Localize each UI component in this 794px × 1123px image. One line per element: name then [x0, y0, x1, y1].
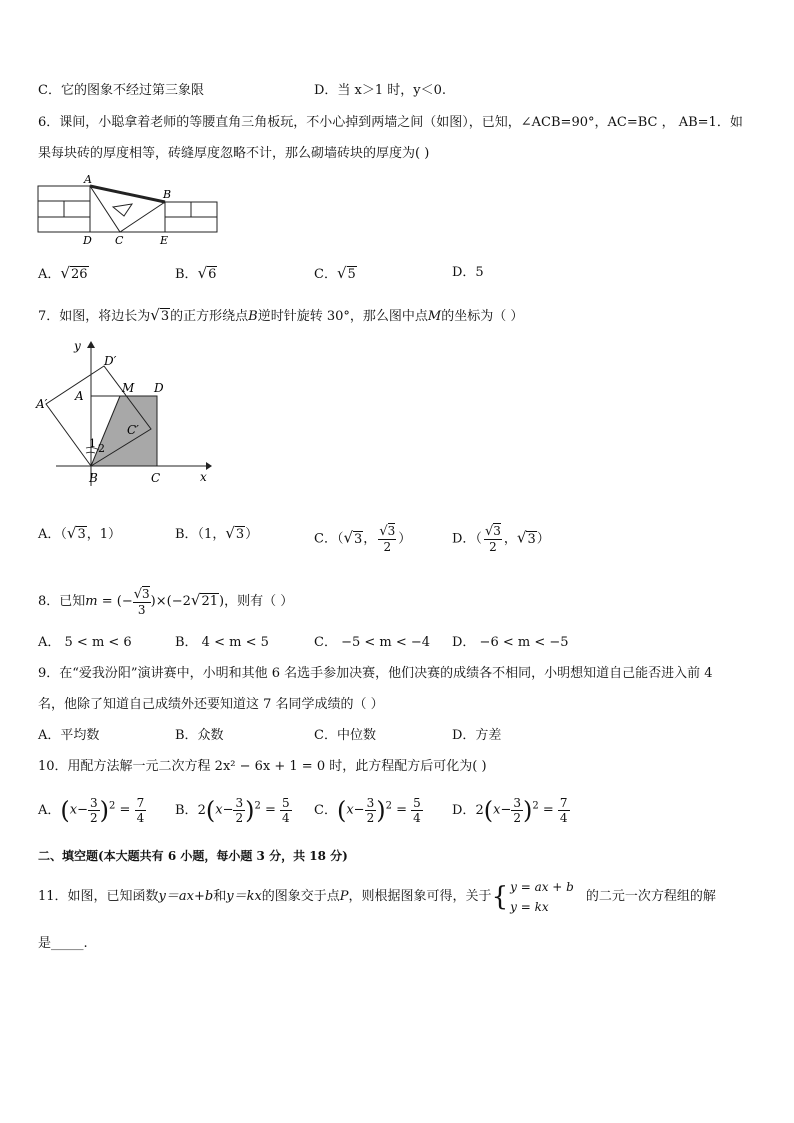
- q10-option-b: B．2(x− $\frac{3}{2}$ )$^2$ = $\frac{5}{4}$: [175, 796, 290, 825]
- q6-label-d: D: [83, 234, 92, 247]
- q7-label-one: 1: [89, 437, 96, 450]
- q10-option-c: C．(x− $\frac{3}{2}$ )$^2$ = $\frac{5}{4}$: [314, 796, 421, 825]
- q6-option-d: D．5: [452, 265, 484, 280]
- section-2-title: 二、填空题(本大题共有 6 小题，每小题 3 分，共 18 分): [38, 849, 348, 863]
- q8-stem: 8．已知m = (− $\frac{√3}{3}$ )×(−2√21)，则有（ ）: [38, 586, 294, 617]
- q7-stem: 7．如图，将边长为√3的正方形绕点B逆时针旋转 30°，那么图中点M的坐标为（ ）: [38, 306, 524, 324]
- q11-stem: 11．如图，已知函数y＝ax+b和y＝kx的图象交于点P，则根据图象可得，关于{ y = ax + b y = kx 的二元一次方程组的解: [38, 874, 716, 920]
- q6-label-a: A: [84, 173, 92, 186]
- q9-option-b: B．众数: [175, 728, 224, 743]
- q8-option-a: A． 5 < m < 6: [38, 635, 132, 650]
- q11-system-eq1: y = ax + b: [510, 879, 574, 894]
- q6-option-b: B．√6: [175, 264, 217, 282]
- q8-option-b: B． 4 < m < 5: [175, 635, 269, 650]
- q7-label-a: A: [75, 389, 84, 403]
- q5-option-d: D．当 x＞1 时，y＜0.: [314, 83, 447, 98]
- q9-option-a: A．平均数: [38, 728, 100, 743]
- q9-stem-line2: 名，他除了知道自己成绩外还要知道这 7 名同学成绩的（ ）: [38, 697, 384, 712]
- q7-option-a: A．（√3，1）: [38, 524, 122, 542]
- q7-label-m: M: [122, 381, 135, 395]
- q8-option-c: C． −5 < m < −4: [314, 635, 431, 650]
- q7-option-c: C．（√3， $\frac{√3}{2}$ ）: [314, 524, 412, 554]
- q7-label-d: D: [154, 381, 164, 395]
- q5-option-c: C．它的图象不经过第三象限: [38, 83, 204, 98]
- q6-option-c: C．√5: [314, 264, 356, 282]
- q7-label-dprime: D′: [104, 354, 117, 368]
- q6-figure: [34, 172, 224, 248]
- q9-stem-line1: 9．在“爱我汾阳”演讲赛中，小明和其他 6 名选手参加决赛，他们决赛的成绩各不相同，小明想知道自己能否进入前 4: [38, 666, 713, 681]
- q7-label-c: C: [151, 471, 161, 485]
- q6-option-a: A．√26: [38, 264, 88, 282]
- q7-label-x: x: [200, 470, 207, 484]
- q7-label-two: 2: [98, 442, 105, 455]
- q10-option-d: D．2(x− $\frac{3}{2}$ )$^2$ = $\frac{7}{4}$: [452, 796, 568, 825]
- q9-option-c: C．中位数: [314, 728, 376, 743]
- q7-label-b: B: [89, 471, 98, 485]
- q6-label-e: E: [160, 234, 169, 247]
- q10-stem: 10．用配方法解一元二次方程 2x² − 6x + 1 = 0 时，此方程配方后可化为( ): [38, 759, 487, 774]
- q11-system-eq2: y = kx: [510, 899, 549, 914]
- q10-option-a: A．(x− $\frac{3}{2}$ )$^2$ = $\frac{7}{4}$: [38, 796, 145, 825]
- q8-option-d: D． −6 < m < −5: [452, 635, 569, 650]
- q9-option-d: D．方差: [452, 728, 502, 743]
- q7-label-y: y: [74, 339, 81, 353]
- q7-figure: [34, 336, 214, 488]
- q7-label-cprime: C′: [127, 423, 139, 437]
- q7-option-b: B．（1，√3）: [175, 524, 259, 542]
- q7-option-d: D．（ $\frac{√3}{2}$ ，√3）: [452, 524, 550, 554]
- q6-label-b: B: [163, 188, 172, 201]
- q6-label-c: C: [115, 234, 124, 247]
- q6-stem-line2: 果每块砖的厚度相等，砖缝厚度忽略不计，那么砌墙砖块的厚度为( ): [38, 146, 430, 161]
- q11-answer-line: 是_____.: [38, 936, 88, 951]
- q7-label-aprime: A′: [36, 397, 48, 411]
- q6-stem-line1: 6．课间，小聪拿着老师的等腰直角三角板玩，不小心掉到两墙之间（如图），已知，∠ACB=90°，AC=BC ， AB=1．如: [38, 115, 743, 130]
